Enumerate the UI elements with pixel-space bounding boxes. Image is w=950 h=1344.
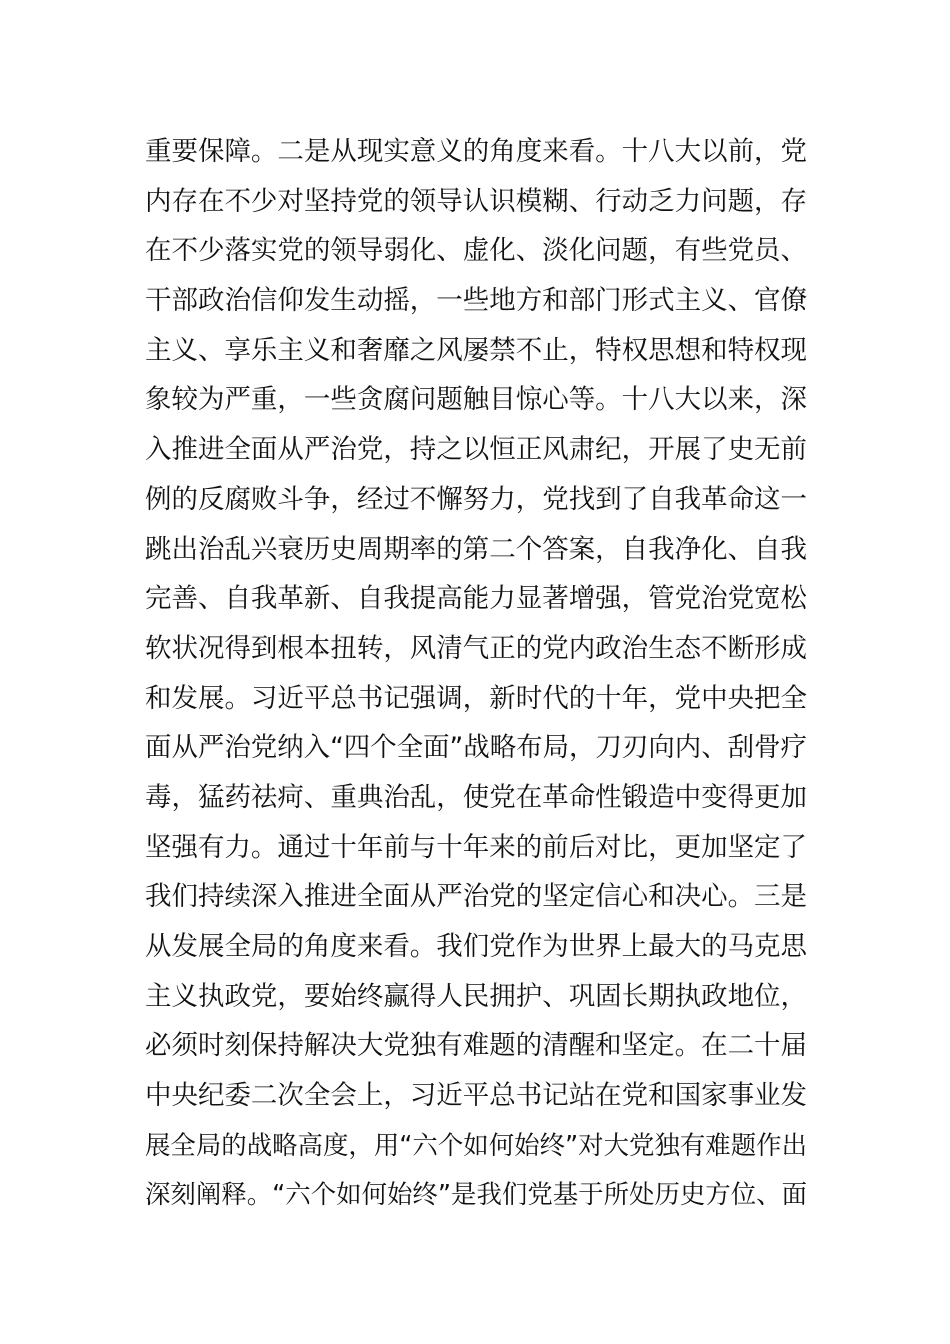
text-line: 软状况得到根本扭转，风清气正的党内政治生态不断形成 [145,632,807,664]
text-line: 坚强有力。通过十年前与十年来的前后对比，更加坚定了 [145,831,807,863]
text-line: 主义、享乐主义和奢靡之风屡禁不止，特权思想和特权现 [145,334,807,366]
text-line: 跳出治乱兴衰历史周期率的第二个答案，自我净化、自我 [145,533,807,565]
text-line: 例的反腐败斗争，经过不懈努力，党找到了自我革命这一 [145,483,807,515]
text-line: 深刻阐释。“六个如何始终”是我们党基于所处历史方位、面 [145,1179,807,1210]
text-line: 象较为严重，一些贪腐问题触目惊心等。十八大以来，深 [145,384,807,416]
text-line: 中央纪委二次全会上，习近平总书记站在党和国家事业发 [145,1080,807,1112]
text-line: 毒，猛药祛疴、重典治乱，使党在革命性锻造中变得更加 [145,781,807,813]
text-line: 我们持续深入推进全面从严治党的坚定信心和决心。三是 [145,881,807,913]
text-line: 面从严治党纳入“四个全面”战略布局，刀刃向内、刮骨疗 [145,732,807,764]
text-line: 干部政治信仰发生动摇，一些地方和部门形式主义、官僚 [145,285,807,317]
text-line: 重要保障。二是从现实意义的角度来看。十八大以前，党 [145,136,807,167]
text-line: 完善、自我革新、自我提高能力显著增强，管党治党宽松 [145,583,807,615]
text-line: 在不少落实党的领导弱化、虚化、淡化问题，有些党员、 [145,235,807,267]
text-line: 和发展。习近平总书记强调，新时代的十年，党中央把全 [145,682,807,714]
text-line: 入推进全面从严治党，持之以恒正风肃纪，开展了史无前 [145,434,807,466]
body-text [145,127,807,1220]
text-line: 必须时刻保持解决大党独有难题的清醒和坚定。在二十届 [145,1030,807,1062]
text-line: 从发展全局的角度来看。我们党作为世界上最大的马克思 [145,931,807,962]
text-line: 展全局的战略高度，用“六个如何始终”对大党独有难题作出 [145,1129,807,1160]
text-line: 主义执政党，要始终赢得人民拥护、巩固长期执政地位， [145,980,807,1012]
text-line: 内存在不少对坚持党的领导认识模糊、行动乏力问题，存 [145,185,807,217]
